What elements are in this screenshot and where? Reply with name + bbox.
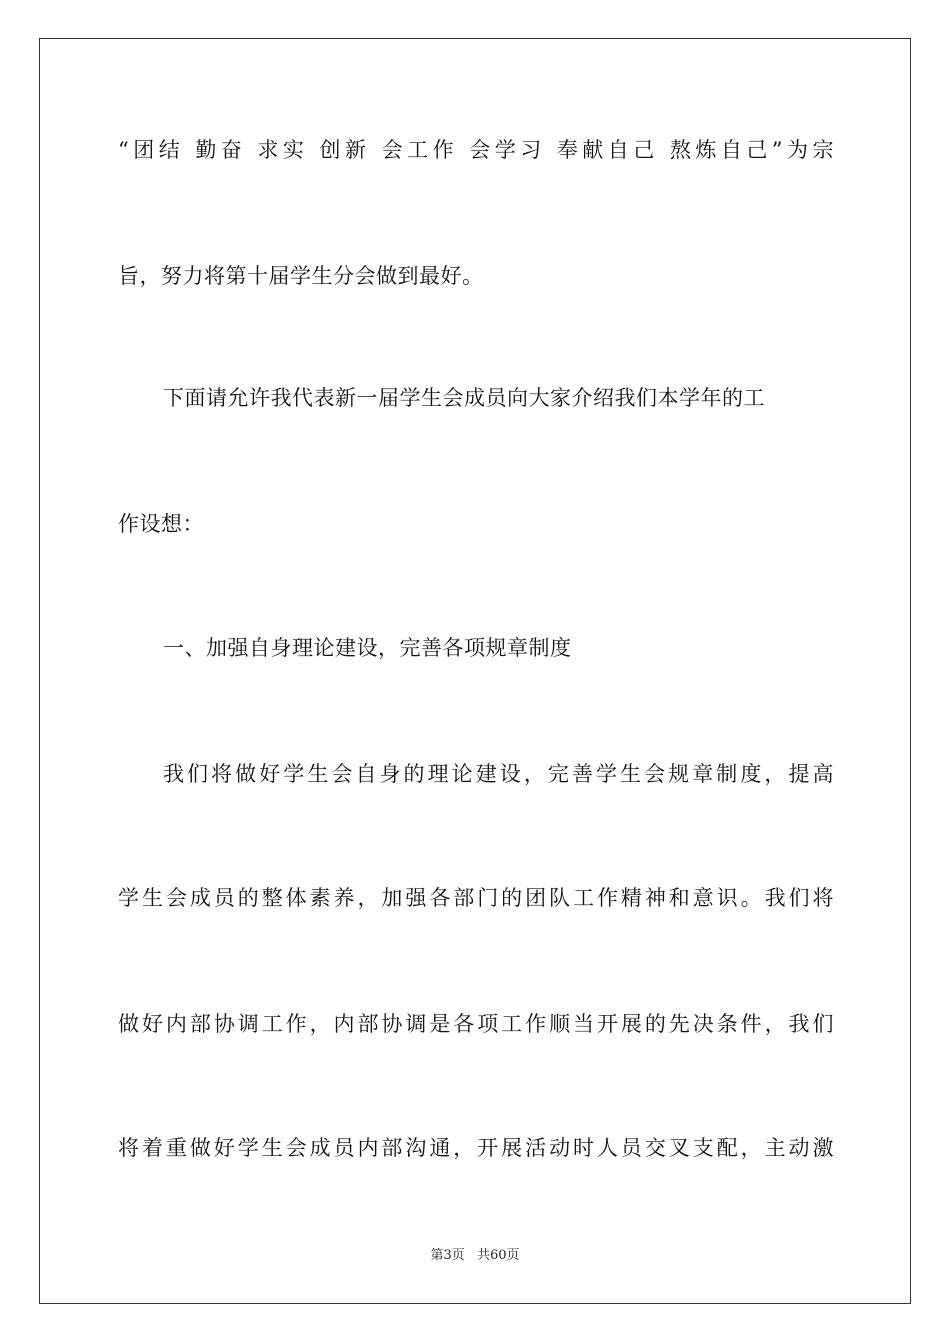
body-line-9: 将着重做好学生会成员内部沟通，开展活动时人员交叉支配，主动激 [118, 1136, 834, 1160]
body-line-6: 我们将做好学生会自身的理论建设，完善学生会规章制度，提高 [163, 762, 834, 786]
body-line-7: 学生会成员的整体素养，加强各部门的团队工作精神和意识。我们将 [118, 886, 834, 910]
body-line-3: 下面请允许我代表新一届学生会成员向大家介绍我们本学年的工 [163, 386, 765, 410]
page-footer [0, 1247, 950, 1265]
section-heading-1: 一、加强自身理论建设，完善各项规章制度 [163, 636, 572, 660]
page-total: 共60页 [476, 1248, 520, 1263]
page-number: 第3页 [430, 1248, 465, 1263]
body-line-2: 旨，努力将第十届学生分会做到最好。 [118, 264, 484, 288]
body-line-4: 作设想： [118, 512, 204, 536]
body-line-8: 做好内部协调工作，内部协调是各项工作顺当开展的先决条件，我们 [118, 1012, 834, 1036]
page-border [39, 38, 911, 1304]
body-line-1: “团结 勤奋 求实 创新 会工作 会学习 奉献自己 熬炼自己”为宗 [118, 138, 834, 162]
